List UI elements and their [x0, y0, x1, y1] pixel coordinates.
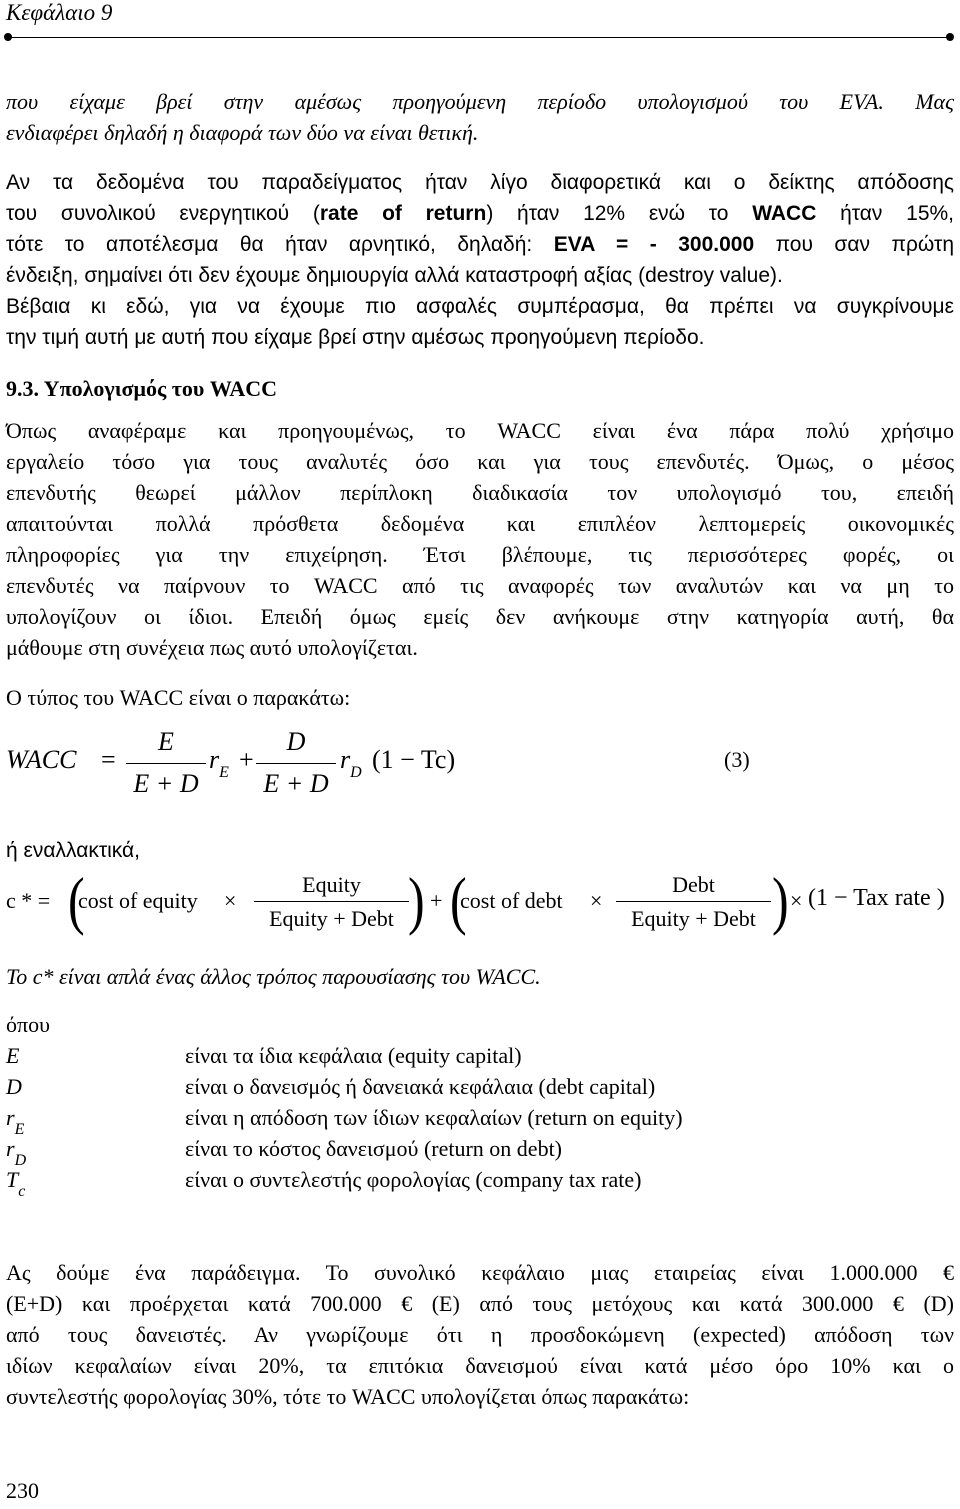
formula1-num1: E — [158, 727, 174, 756]
formula2-lparen1: ( — [68, 863, 85, 937]
cstar-formula — [6, 863, 954, 940]
formula1-bar2 — [256, 763, 336, 764]
definition-symbol — [6, 1040, 19, 1071]
formula1-r2-base: r — [340, 745, 351, 774]
definition-symbol — [6, 1164, 25, 1198]
para2-line3a: τότε το αποτέλεσμα θα ήταν αρνητικό, δηλαδή: — [6, 233, 554, 256]
formula2-cost-debt: cost of debt — [460, 888, 563, 913]
formula2-plus: + — [430, 888, 443, 913]
definition-symbol — [6, 1133, 26, 1167]
definition-row — [6, 1133, 954, 1169]
definition-symbol — [6, 1071, 22, 1102]
formula1-bar1 — [126, 763, 206, 764]
alt-label: ή εναλλακτικά, — [6, 839, 141, 862]
definition-row — [6, 1071, 954, 1102]
para2-line2 — [6, 198, 954, 229]
where-label: όπου — [6, 1012, 50, 1037]
para3-line3: επενδυτής θεωρεί μάλλον περίπλοκη διαδικασία τον υπολογισμό του, επειδή — [6, 480, 954, 505]
para2-line3 — [6, 229, 954, 260]
formula1-eq: = — [101, 745, 116, 774]
para2-line2e: ήταν 15%, — [816, 202, 955, 225]
para3-line1: Όπως αναφέραμε και προηγουμένως, το WACC είναι ένα πάρα πολύ χρήσιμο — [6, 418, 954, 443]
header-rule — [6, 37, 952, 38]
definition-symbol-base: r — [6, 1105, 15, 1130]
formula2-tail: (1 − Tax rate ) — [808, 885, 945, 911]
formula1-r1-sub: E — [219, 764, 229, 781]
definition-symbol-sub: D — [14, 1152, 27, 1169]
para4-line1: Ας δούμε ένα παράδειγμα. Το συνολικό κεφάλαιο μιας εταιρείας είναι 1.000.000 € — [6, 1260, 954, 1285]
formula2-num1: Equity — [302, 872, 361, 897]
formula1-r1-base: r — [209, 745, 220, 774]
formula2-num2: Debt — [672, 872, 715, 897]
formula1-den1: E + D — [133, 769, 199, 798]
para4-line3: από τους δανειστές. Αν γνωρίζουμε ότι η προσδοκώμενη (expected) απόδοση των — [6, 1322, 954, 1347]
eva-value: EVA = - 300.000 — [553, 233, 755, 256]
para2-line5: Βέβαια κι εδώ, για να έχουμε πιο ασφαλές συμπέρασμα, θα πρέπει να συγκρίνουμε — [6, 295, 954, 318]
formula1-r1 — [209, 745, 229, 781]
formula1-den2: E + D — [263, 769, 329, 798]
para2-line2c: ) ήταν 12% ενώ το — [486, 202, 753, 225]
definition-symbol-base: r — [6, 1136, 15, 1161]
page-number: 230 — [6, 1478, 39, 1503]
formula2-bar1 — [254, 901, 409, 902]
formula2-rparen1: ) — [408, 863, 425, 937]
wacc-bold: WACC — [752, 202, 817, 225]
formula-intro: Ο τύπος του WACC είναι ο παρακάτω: — [6, 685, 351, 710]
para4-line4: ιδίων κεφαλαίων είναι 20%, τα επιτόκια δανεισμού είναι κατά μέσο όρο 10% και ο — [6, 1353, 954, 1378]
formula1-label: (3) — [724, 747, 750, 772]
formula1-r2 — [340, 745, 362, 781]
para4-line2: (Ε+D) και προέρχεται κατά 700.000 € (Ε) από τους μετόχους και κατά 300.000 € (D) — [6, 1291, 954, 1316]
formula1-lhs: WACC — [6, 745, 77, 774]
para3-line7: υπολογίζουν οι ίδιοι. Επειδή όμως εμείς δεν ανήκουμε στην κατηγορία αυτή, θα — [6, 604, 954, 629]
para2-line3c: που σαν πρώτη — [754, 233, 955, 256]
formula1-frac2 — [256, 725, 336, 805]
definition-symbol-base: D — [6, 1074, 22, 1099]
rule-dot-right — [946, 33, 954, 41]
formula2-bar2 — [616, 901, 771, 902]
formula2-den2: Equity + Debt — [631, 906, 756, 931]
para3-line8: μάθουμε στη συνέχεια πως αυτό υπολογίζεται. — [6, 635, 418, 660]
para3-line6: επενδυτές να παίρνουν το WACC από τις αναφορές των αναλυτών και να μη το — [6, 573, 954, 598]
formula2-times2: × — [590, 888, 603, 913]
formula2-frac1 — [254, 868, 409, 940]
definition-text: είναι τα ίδια κεφάλαια (equity capital) — [185, 1043, 522, 1068]
para1-line2: ενδιαφέρει δηλαδή η διαφορά των δύο να είναι θετική. — [6, 120, 479, 145]
formula1-r2-sub: D — [350, 764, 362, 781]
formula2-cost-equity: cost of equity — [78, 888, 198, 913]
definition-symbol-sub: E — [14, 1121, 25, 1138]
para1-line1: που είχαμε βρεί στην αμέσως προηγούμενη περίοδο υπολογισμού του EVA. Μας — [6, 89, 954, 114]
definition-text: είναι η απόδοση των ίδιων κεφαλαίων (return on equity) — [185, 1105, 683, 1130]
definition-row — [6, 1102, 954, 1138]
wacc-formula — [6, 725, 954, 805]
definition-symbol-base: E — [6, 1043, 20, 1068]
definition-text: είναι ο συντελεστής φορολογίας (company tax rate) — [185, 1167, 642, 1192]
formula2-frac2 — [616, 868, 771, 940]
definition-text: είναι το κόστος δανεισμού (return on debt) — [185, 1136, 563, 1161]
para2-line4: ένδειξη, σημαίνει ότι δεν έχουμε δημιουργία αλλά καταστροφή αξίας (destroy value). — [6, 264, 783, 287]
formula2-times3: × — [790, 888, 803, 913]
para3-line2: εργαλείο τόσο για τους αναλυτές όσο και για τους επενδυτές. Όμως, ο μέσος — [6, 449, 954, 474]
definition-symbol-sub: c — [18, 1183, 26, 1200]
formula1-plus: + — [239, 745, 254, 774]
chapter-header: Κεφάλαιο 9 — [6, 0, 113, 25]
definition-row — [6, 1040, 954, 1071]
formula2-times1: × — [224, 888, 237, 913]
formula2-rparen2: ) — [772, 863, 789, 937]
definition-text: είναι ο δανεισμός ή δανειακά κεφάλαια (debt capital) — [185, 1074, 656, 1099]
formula2-lparen2: ( — [450, 863, 467, 937]
definition-symbol-base: T — [6, 1167, 19, 1192]
formula2-lhs: c * = — [6, 888, 51, 913]
section-title: 9.3. Υπολογισμός του WACC — [6, 376, 278, 401]
definition-symbol — [6, 1102, 24, 1136]
formula2-den1: Equity + Debt — [269, 906, 394, 931]
rate-of-return: rate of return — [319, 202, 487, 225]
para2-line6: την τιμή αυτή με αυτή που είχαμε βρεί στην αμέσως προηγούμενη περίοδο. — [6, 326, 705, 349]
formula1-frac1 — [126, 725, 206, 805]
para2-line2a: του συνολικού ενεργητικού ( — [6, 202, 320, 225]
definition-row — [6, 1164, 954, 1200]
formula1-tail: (1 − Tc) — [372, 745, 456, 774]
para3-line5: πληροφορίες για την επιχείρηση. Έτσι βλέπουμε, τις περισσότερες φορές, οι — [6, 542, 954, 567]
para3-line4: απαιτούνται πολλά πρόσθετα δεδομένα και επιπλέον λεπτομερείς οικονομικές — [6, 511, 954, 536]
formula1-num2: D — [286, 727, 306, 756]
para2-line1: Αν τα δεδομένα του παραδείγματος ήταν λίγο διαφορετικά και ο δείκτης απόδοσης — [6, 171, 954, 194]
para4-line5: συντελεστής φορολογίας 30%, τότε το WACC υπολογίζεται όπως παρακάτω: — [6, 1384, 690, 1409]
cstar-note: Το c* είναι απλά ένας άλλος τρόπος παρουσίασης του WACC. — [6, 964, 541, 989]
